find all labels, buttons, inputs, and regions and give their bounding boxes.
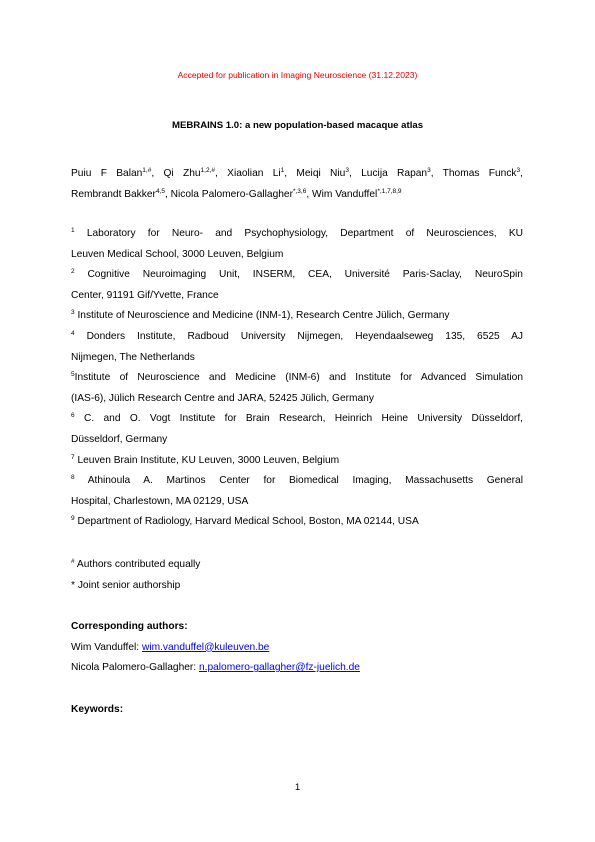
note-senior-authorship: * Joint senior authorship <box>71 579 181 591</box>
note-mark: * <box>71 579 75 591</box>
affiliation-7 <box>71 451 523 472</box>
affiliation-text: Hospital, Charlestown, MA 02129, USA <box>71 495 249 507</box>
affiliation-5 <box>71 368 523 409</box>
author-name: Thomas Funck <box>442 168 517 179</box>
author-name: Meiqi Niu <box>296 168 346 179</box>
affiliation-text: Cognitive Neuroimaging Unit, INSERM, CEA, Université Paris-Saclay, NeuroSpin <box>87 269 523 281</box>
page-number: 1 <box>294 782 301 793</box>
author-affil-sup: 1 <box>280 167 285 174</box>
author-affil-sup: 3 <box>427 167 431 174</box>
affiliation-text: Institute of Neuroscience and Medicine (INM-6) and Institute for Advanced Simulation <box>74 372 523 384</box>
affiliation-list <box>71 224 523 533</box>
affiliation-1 <box>71 224 523 265</box>
email-link[interactable]: n.palomero-gallagher@fz-juelich.de <box>198 662 360 674</box>
author-name: Lucija Rapan <box>361 168 428 179</box>
affiliation-4 <box>71 327 523 368</box>
author-line-1: Puiu F Balan$^{1,\#}$, Qi Zhu$^{1,2,\#}$, Xiaolian Li$^1$, Meiqi Niu$^3$, Lucija Rapan$^3$, Thomas Funck$^3$, <box>71 167 523 179</box>
author-affil-sup: *,3,6 <box>292 187 307 195</box>
author-name: Nicola Palomero-Gallagher <box>170 188 293 200</box>
corresponding-heading: Corresponding authors: <box>71 621 188 632</box>
paper-title: MEBRAINS 1.0: a new population-based macaque atlas <box>171 120 424 131</box>
affiliation-number: 4 <box>71 329 75 337</box>
corresponding-entry: Nicola Palomero-Gallagher: n.palomero-gallagher@fz-juelich.de <box>71 662 360 674</box>
affiliation-text: (IAS-6), Jülich Research Centre and JARA, 52425 Jülich, Germany <box>71 392 374 404</box>
affiliation-text: Nijmegen, The Netherlands <box>71 351 195 363</box>
author-name: Puiu F Balan <box>71 168 143 179</box>
affiliation-number: 6 <box>71 412 75 420</box>
affiliation-number: 5 <box>71 371 75 379</box>
keywords-section <box>71 700 523 721</box>
affiliation-8 <box>71 471 523 512</box>
author-affil-sup: 1,# <box>142 167 152 174</box>
affiliation-number: 9 <box>71 515 75 523</box>
affiliation-text: Department of Radiology, Harvard Medical School, Boston, MA 02144, USA <box>77 516 419 528</box>
author-name: Rembrandt Bakker <box>71 188 156 200</box>
affiliation-9 <box>71 512 523 533</box>
affiliation-number: 3 <box>71 309 75 317</box>
affiliation-text: Center, 91191 Gif/Yvette, France <box>71 289 219 301</box>
affiliation-3 <box>71 306 523 327</box>
affiliation-text: Leuven Medical School, 3000 Leuven, Belgium <box>71 248 284 260</box>
affiliation-number: 8 <box>71 474 75 482</box>
affiliation-text: Düsseldorf, Germany <box>71 433 168 445</box>
affiliation-number: 7 <box>71 453 75 461</box>
affiliation-text: Laboratory for Neuro- and Psychophysiology, Department of Neurosciences, KU <box>86 228 523 239</box>
author-list <box>71 164 523 205</box>
affiliation-2 <box>71 265 523 306</box>
keywords-heading: Keywords: <box>71 704 124 715</box>
email-link[interactable]: wim.vanduffel@kuleuven.be <box>141 641 270 653</box>
author-name: Xiaolian Li <box>227 168 281 179</box>
author-name: Wim Vanduffel <box>312 188 378 200</box>
note-mark: # <box>71 558 75 565</box>
author-affil-sup: 4,5 <box>155 187 165 195</box>
affiliation-text: C. and O. Vogt Institute for Brain Research, Heinrich Heine University Düsseldorf, <box>83 413 523 425</box>
author-notes <box>71 555 523 596</box>
affiliation-number: 1 <box>71 227 75 234</box>
author-affil-sup: 1,2,# <box>200 167 216 174</box>
note-equal-contribution: # Authors contributed equally <box>71 558 201 570</box>
author-affil-sup: 3 <box>516 167 521 174</box>
author-line-2: Rembrandt Bakker$^{4,5}$, Nicola Palomero-Gallagher$^{*,3,6}$, Wim Vanduffel$^{*,1,7,8,9}$ <box>71 187 402 200</box>
acceptance-notice: Accepted for publication in Imaging Neuroscience (31.12.2023) <box>177 70 418 80</box>
author-affil-sup: *,1,7,8,9 <box>377 187 402 195</box>
affiliation-text: Donders Institute, Radboud University Nijmegen, Heyendaalseweg 135, 6525 AJ <box>86 330 523 342</box>
affiliation-text: Athinoula A. Martinos Center for Biomedical Imaging, Massachusetts General <box>87 475 523 487</box>
affiliation-text: Leuven Brain Institute, KU Leuven, 3000 Leuven, Belgium <box>77 454 340 466</box>
affiliation-text: Institute of Neuroscience and Medicine (INM-1), Research Centre Jülich, Germany <box>77 310 450 322</box>
corresponding-authors <box>71 617 523 679</box>
corresponding-entry: Wim Vanduffel: wim.vanduffel@kuleuven.be <box>71 641 270 653</box>
affiliation-6 <box>71 409 523 450</box>
author-name: Qi Zhu <box>163 168 201 179</box>
affiliation-number: 2 <box>71 268 75 276</box>
author-affil-sup: 3 <box>345 167 349 174</box>
